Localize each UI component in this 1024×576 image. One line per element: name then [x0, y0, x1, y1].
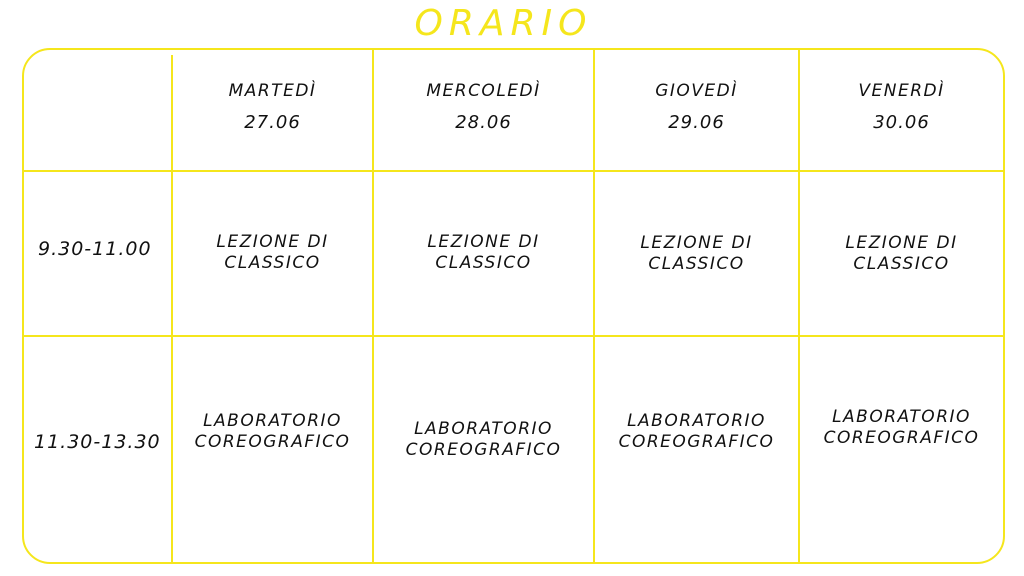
lesson-line: LEZIONE DI: [427, 232, 540, 252]
day-name: GIOVEDÌ: [655, 81, 738, 101]
time-slot-label: 11.30-13.30: [34, 431, 161, 453]
lesson-cell: [595, 411, 798, 453]
lesson-cell: [374, 232, 593, 274]
lesson-cell: [374, 419, 593, 461]
lesson-line: COREOGRAFICO: [194, 432, 351, 452]
lesson-cell: [173, 411, 372, 453]
page-title: ORARIO: [414, 3, 593, 44]
lesson-line: CLASSICO: [853, 254, 950, 274]
grid-line: [23, 335, 1004, 337]
day-name: VENERDÌ: [858, 81, 945, 101]
lesson-line: COREOGRAFICO: [405, 440, 562, 460]
lesson-line: LABORATORIO: [832, 407, 971, 427]
day-date: 28.06: [455, 112, 512, 133]
lesson-line: CLASSICO: [224, 253, 321, 273]
lesson-cell: [800, 407, 1003, 449]
lesson-line: LEZIONE DI: [216, 232, 329, 252]
lesson-line: CLASSICO: [648, 254, 745, 274]
lesson-line: COREOGRAFICO: [823, 428, 980, 448]
lesson-line: LEZIONE DI: [845, 233, 958, 253]
lesson-line: LABORATORIO: [414, 419, 553, 439]
day-date: 30.06: [873, 112, 930, 133]
day-header: [374, 81, 593, 133]
day-date: 27.06: [244, 112, 301, 133]
time-slot-label: 9.30-11.00: [38, 238, 152, 260]
lesson-cell: [173, 232, 372, 274]
lesson-cell: [800, 233, 1003, 275]
day-header: [800, 81, 1003, 133]
day-name: MERCOLEDÌ: [426, 81, 541, 101]
day-date: 29.06: [668, 112, 725, 133]
lesson-line: LABORATORIO: [203, 411, 342, 431]
lesson-line: COREOGRAFICO: [618, 432, 775, 452]
lesson-line: LABORATORIO: [627, 411, 766, 431]
grid-line: [23, 170, 1004, 172]
lesson-cell: [595, 233, 798, 275]
day-name: MARTEDÌ: [228, 81, 317, 101]
day-header: [173, 81, 372, 133]
lesson-line: CLASSICO: [435, 253, 532, 273]
lesson-line: LEZIONE DI: [640, 233, 753, 253]
day-header: [595, 81, 798, 133]
